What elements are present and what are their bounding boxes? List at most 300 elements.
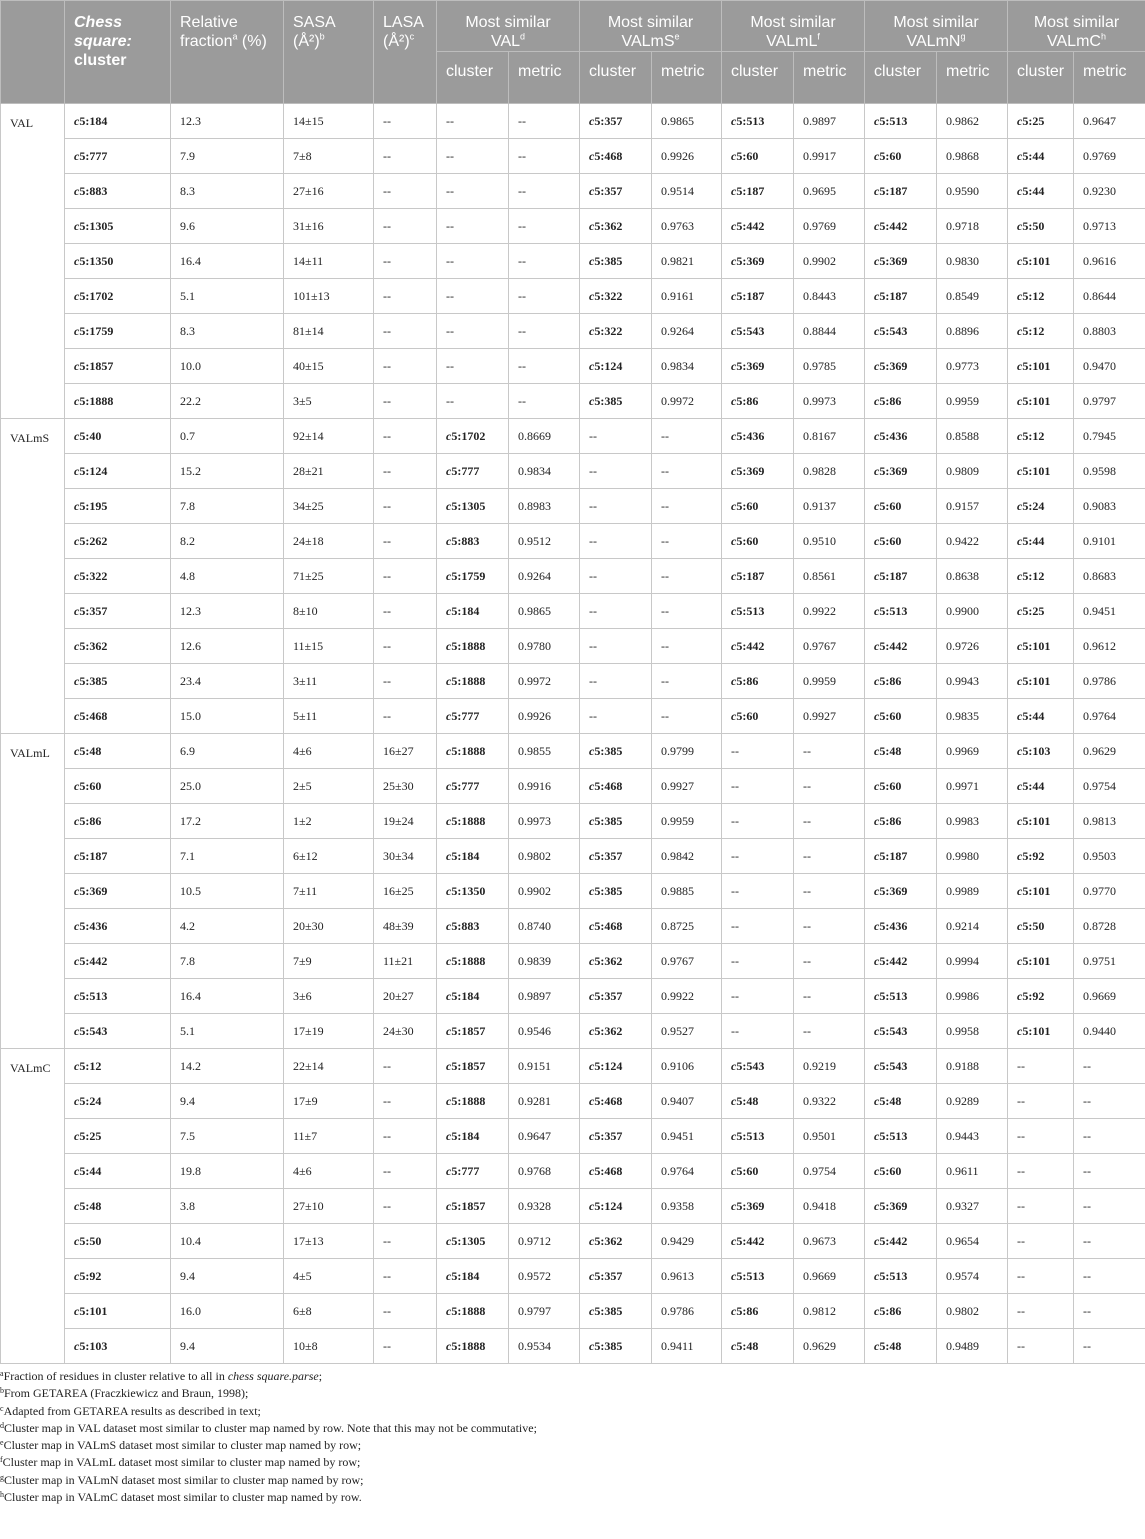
table-cell: 0.9927 bbox=[794, 699, 865, 734]
table-cell: c5:513 bbox=[865, 1119, 937, 1154]
table-cell: -- bbox=[1008, 1294, 1074, 1329]
table-cell: 0.9534 bbox=[509, 1329, 580, 1364]
row-cluster-cell: c5:442 bbox=[65, 944, 171, 979]
table-cell: 0.9812 bbox=[794, 1294, 865, 1329]
table-cell: -- bbox=[437, 349, 509, 384]
table-cell: 0.9786 bbox=[652, 1294, 722, 1329]
table-cell: 0.9865 bbox=[509, 594, 580, 629]
row-cluster-cell: c5:357 bbox=[65, 594, 171, 629]
table-cell: 0.9161 bbox=[652, 279, 722, 314]
table-cell: c5:86 bbox=[865, 384, 937, 419]
table-cell: -- bbox=[374, 489, 437, 524]
table-cell: 0.9358 bbox=[652, 1189, 722, 1224]
table-cell: c5:385 bbox=[580, 804, 652, 839]
table-cell: 0.9862 bbox=[937, 104, 1008, 139]
table-cell: 16±27 bbox=[374, 734, 437, 769]
table-cell: c5:1888 bbox=[437, 1084, 509, 1119]
table-cell: c5:187 bbox=[722, 174, 794, 209]
row-cluster-cell: c5:124 bbox=[65, 454, 171, 489]
table-cell: 16.0 bbox=[171, 1294, 284, 1329]
table-cell: 0.7945 bbox=[1074, 419, 1145, 454]
table-cell: c5:44 bbox=[1008, 769, 1074, 804]
table-row bbox=[1, 1329, 1145, 1364]
table-cell: 0.9764 bbox=[1074, 699, 1145, 734]
table-cell: c5:92 bbox=[1008, 979, 1074, 1014]
table-row bbox=[1, 104, 1145, 139]
table-cell: 9.6 bbox=[171, 209, 284, 244]
table-cell: c5:60 bbox=[865, 489, 937, 524]
table-cell: 20±27 bbox=[374, 979, 437, 1014]
table-cell: c5:369 bbox=[865, 244, 937, 279]
table-cell: 0.9512 bbox=[509, 524, 580, 559]
table-cell: 0.8728 bbox=[1074, 909, 1145, 944]
table-cell: 0.8549 bbox=[937, 279, 1008, 314]
table-cell: 0.8588 bbox=[937, 419, 1008, 454]
table-cell: -- bbox=[374, 139, 437, 174]
table-cell: 6±8 bbox=[284, 1294, 374, 1329]
table-cell: 0.9767 bbox=[652, 944, 722, 979]
table-cell: 11±21 bbox=[374, 944, 437, 979]
group-label: VALmC bbox=[1, 1049, 65, 1364]
table-cell: 0.9989 bbox=[937, 874, 1008, 909]
table-cell: 24±18 bbox=[284, 524, 374, 559]
table-cell: -- bbox=[722, 944, 794, 979]
table-row bbox=[1, 699, 1145, 734]
table-cell: c5:513 bbox=[722, 1119, 794, 1154]
table-cell: c5:1857 bbox=[437, 1014, 509, 1049]
table-cell: 25.0 bbox=[171, 769, 284, 804]
table-cell: 0.9842 bbox=[652, 839, 722, 874]
table-cell: 0.9470 bbox=[1074, 349, 1145, 384]
table-cell: 0.9411 bbox=[652, 1329, 722, 1364]
table-cell: c5:436 bbox=[865, 909, 937, 944]
table-cell: c5:436 bbox=[722, 419, 794, 454]
table-cell: c5:883 bbox=[437, 524, 509, 559]
table-cell: -- bbox=[794, 769, 865, 804]
table-cell: 1±2 bbox=[284, 804, 374, 839]
table-cell: 20±30 bbox=[284, 909, 374, 944]
table-cell: 0.8803 bbox=[1074, 314, 1145, 349]
table-cell: 11±7 bbox=[284, 1119, 374, 1154]
table-cell: c5:436 bbox=[865, 419, 937, 454]
table-cell: c5:357 bbox=[580, 1259, 652, 1294]
relative-fraction-header: Relative fraction$^a$ (%) bbox=[171, 1, 284, 104]
table-cell: 0.9451 bbox=[652, 1119, 722, 1154]
table-cell: 7.9 bbox=[171, 139, 284, 174]
table-cell: 14±15 bbox=[284, 104, 374, 139]
table-cell: 12.3 bbox=[171, 104, 284, 139]
table-cell: 17.2 bbox=[171, 804, 284, 839]
table-row bbox=[1, 839, 1145, 874]
header-row-1 bbox=[1, 1, 1145, 52]
table-cell: -- bbox=[509, 139, 580, 174]
table-cell: -- bbox=[652, 559, 722, 594]
table-cell: c5:468 bbox=[580, 1084, 652, 1119]
row-cluster-cell: c5:777 bbox=[65, 139, 171, 174]
table-cell: -- bbox=[722, 839, 794, 874]
table-cell: 0.9669 bbox=[1074, 979, 1145, 1014]
table-cell: 0.9830 bbox=[937, 244, 1008, 279]
table-cell: c5:86 bbox=[865, 804, 937, 839]
table-cell: c5:184 bbox=[437, 594, 509, 629]
table-cell: c5:187 bbox=[722, 559, 794, 594]
row-cluster-cell: c5:543 bbox=[65, 1014, 171, 1049]
table-cell: 0.9927 bbox=[652, 769, 722, 804]
table-cell: c5:322 bbox=[580, 314, 652, 349]
table-cell: 0.8167 bbox=[794, 419, 865, 454]
table-cell: -- bbox=[374, 1119, 437, 1154]
table-cell: c5:442 bbox=[722, 629, 794, 664]
footnote: $^e$Cluster map in VALmS dataset most similar to cluster map named by row; bbox=[0, 1438, 362, 1453]
table-cell: 0.9855 bbox=[509, 734, 580, 769]
table-cell: 0.9959 bbox=[652, 804, 722, 839]
subheader-metric: metric bbox=[794, 52, 865, 104]
table-cell: 0.9616 bbox=[1074, 244, 1145, 279]
table-cell: 0.9451 bbox=[1074, 594, 1145, 629]
table-cell: c5:442 bbox=[865, 209, 937, 244]
table-cell: -- bbox=[1008, 1329, 1074, 1364]
table-cell: c5:385 bbox=[580, 244, 652, 279]
table-cell: 4.8 bbox=[171, 559, 284, 594]
table-row bbox=[1, 244, 1145, 279]
table-cell: 71±25 bbox=[284, 559, 374, 594]
table-cell: c5:442 bbox=[865, 629, 937, 664]
table-cell: -- bbox=[722, 1014, 794, 1049]
table-cell: c5:369 bbox=[722, 244, 794, 279]
table-cell: 17±19 bbox=[284, 1014, 374, 1049]
table-cell: 16.4 bbox=[171, 244, 284, 279]
table-cell: c5:442 bbox=[722, 209, 794, 244]
table-cell: -- bbox=[374, 1294, 437, 1329]
table-cell: 0.9763 bbox=[652, 209, 722, 244]
table-cell: 0.9797 bbox=[1074, 384, 1145, 419]
table-cell: 0.9713 bbox=[1074, 209, 1145, 244]
table-cell: 10.5 bbox=[171, 874, 284, 909]
table-cell: 8.3 bbox=[171, 174, 284, 209]
table-cell: 0.9629 bbox=[1074, 734, 1145, 769]
table-cell: c5:101 bbox=[1008, 874, 1074, 909]
table-cell: -- bbox=[374, 1154, 437, 1189]
table-row bbox=[1, 874, 1145, 909]
table-cell: 0.9773 bbox=[937, 349, 1008, 384]
table-row bbox=[1, 979, 1145, 1014]
table-cell: 0.9429 bbox=[652, 1224, 722, 1259]
table-cell: -- bbox=[794, 979, 865, 1014]
table-cell: c5:369 bbox=[865, 1189, 937, 1224]
table-cell: 0.9780 bbox=[509, 629, 580, 664]
table-cell: c5:12 bbox=[1008, 314, 1074, 349]
table-cell: -- bbox=[722, 769, 794, 804]
table-cell: -- bbox=[509, 104, 580, 139]
row-cluster-cell: c5:322 bbox=[65, 559, 171, 594]
table-cell: c5:12 bbox=[1008, 279, 1074, 314]
table-cell: 40±15 bbox=[284, 349, 374, 384]
table-cell: c5:48 bbox=[722, 1084, 794, 1119]
table-cell: -- bbox=[580, 594, 652, 629]
table-cell: c5:60 bbox=[865, 769, 937, 804]
table-cell: c5:385 bbox=[580, 384, 652, 419]
table-cell: c5:513 bbox=[722, 594, 794, 629]
table-cell: -- bbox=[509, 279, 580, 314]
row-cluster-cell: c5:1759 bbox=[65, 314, 171, 349]
table-cell: -- bbox=[1074, 1329, 1145, 1364]
table-cell: c5:385 bbox=[580, 874, 652, 909]
table-cell: 22±14 bbox=[284, 1049, 374, 1084]
table-cell: c5:60 bbox=[722, 489, 794, 524]
table-cell: 0.9501 bbox=[794, 1119, 865, 1154]
table-cell: 0.9647 bbox=[1074, 104, 1145, 139]
table-cell: -- bbox=[652, 594, 722, 629]
row-cluster-cell: c5:86 bbox=[65, 804, 171, 839]
table-cell: 0.9959 bbox=[937, 384, 1008, 419]
table-cell: -- bbox=[1074, 1294, 1145, 1329]
table-cell: -- bbox=[580, 454, 652, 489]
table-cell: -- bbox=[374, 664, 437, 699]
table-cell: -- bbox=[580, 524, 652, 559]
table-cell: -- bbox=[437, 384, 509, 419]
table-cell: -- bbox=[374, 174, 437, 209]
row-cluster-cell: c5:436 bbox=[65, 909, 171, 944]
table-cell: 0.9922 bbox=[652, 979, 722, 1014]
table-cell: 0.9900 bbox=[937, 594, 1008, 629]
table-cell: c5:101 bbox=[1008, 944, 1074, 979]
subheader-metric: metric bbox=[652, 52, 722, 104]
table-cell: 15.2 bbox=[171, 454, 284, 489]
table-cell: 34±25 bbox=[284, 489, 374, 524]
table-cell: 0.8443 bbox=[794, 279, 865, 314]
row-cluster-cell: c5:883 bbox=[65, 174, 171, 209]
table-cell: 5.1 bbox=[171, 279, 284, 314]
table-cell: 8.3 bbox=[171, 314, 284, 349]
table-cell: 0.9943 bbox=[937, 664, 1008, 699]
group-header-val: Most similar VAL$^d$ bbox=[437, 1, 580, 52]
table-cell: c5:357 bbox=[580, 174, 652, 209]
table-cell: c5:1888 bbox=[437, 1329, 509, 1364]
table-cell: c5:44 bbox=[1008, 699, 1074, 734]
table-cell: -- bbox=[580, 629, 652, 664]
table-cell: c5:1305 bbox=[437, 489, 509, 524]
footnote: $^d$Cluster map in VAL dataset most similar to cluster map named by row. Note that this may not be commutative; bbox=[0, 1420, 537, 1435]
table-cell: c5:12 bbox=[1008, 559, 1074, 594]
table-cell: -- bbox=[374, 524, 437, 559]
table-cell: 0.8983 bbox=[509, 489, 580, 524]
table-cell: 0.9598 bbox=[1074, 454, 1145, 489]
table-cell: c5:442 bbox=[865, 1224, 937, 1259]
table-cell: 0.8638 bbox=[937, 559, 1008, 594]
table-cell: 0.9926 bbox=[509, 699, 580, 734]
table-cell: 0.9754 bbox=[794, 1154, 865, 1189]
table-cell: c5:86 bbox=[865, 664, 937, 699]
group-header-valmc: Most similar VALmC$^h$ bbox=[1008, 1, 1145, 52]
table-cell: -- bbox=[722, 804, 794, 839]
table-cell: 14±11 bbox=[284, 244, 374, 279]
table-cell: c5:184 bbox=[437, 979, 509, 1014]
table-cell: 4±6 bbox=[284, 734, 374, 769]
table-cell: 0.9751 bbox=[1074, 944, 1145, 979]
table-cell: c5:101 bbox=[1008, 454, 1074, 489]
table-cell: -- bbox=[374, 454, 437, 489]
table-cell: c5:184 bbox=[437, 839, 509, 874]
table-cell: -- bbox=[1074, 1119, 1145, 1154]
table-cell: 3±11 bbox=[284, 664, 374, 699]
table-cell: 0.9083 bbox=[1074, 489, 1145, 524]
table-cell: c5:86 bbox=[722, 384, 794, 419]
row-cluster-cell: c5:40 bbox=[65, 419, 171, 454]
table-row bbox=[1, 1154, 1145, 1189]
table-cell: 0.9994 bbox=[937, 944, 1008, 979]
table-cell: c5:44 bbox=[1008, 139, 1074, 174]
table-row bbox=[1, 1119, 1145, 1154]
table-cell: -- bbox=[437, 209, 509, 244]
table-cell: c5:1759 bbox=[437, 559, 509, 594]
table-cell: 0.8896 bbox=[937, 314, 1008, 349]
group-label: VAL bbox=[1, 104, 65, 419]
table-cell: 7.8 bbox=[171, 489, 284, 524]
table-cell: c5:60 bbox=[865, 699, 937, 734]
group-header-valmn: Most similar VALmN$^g$ bbox=[865, 1, 1008, 52]
row-cluster-cell: c5:362 bbox=[65, 629, 171, 664]
table-cell: c5:357 bbox=[580, 979, 652, 1014]
table-cell: -- bbox=[374, 104, 437, 139]
table-cell: 7.5 bbox=[171, 1119, 284, 1154]
table-cell: c5:101 bbox=[1008, 349, 1074, 384]
table-row bbox=[1, 909, 1145, 944]
table-row bbox=[1, 314, 1145, 349]
table-cell: -- bbox=[722, 874, 794, 909]
table-cell: -- bbox=[580, 664, 652, 699]
table-cell: 0.9902 bbox=[794, 244, 865, 279]
table-cell: 0.9986 bbox=[937, 979, 1008, 1014]
table-cell: 0.9418 bbox=[794, 1189, 865, 1224]
table-cell: c5:468 bbox=[580, 139, 652, 174]
table-cell: 0.9767 bbox=[794, 629, 865, 664]
table-cell: c5:60 bbox=[722, 139, 794, 174]
footnote: $^h$Cluster map in VALmC dataset most similar to cluster map named by row. bbox=[0, 1490, 362, 1505]
table-cell: 0.9973 bbox=[509, 804, 580, 839]
row-cluster-cell: c5:60 bbox=[65, 769, 171, 804]
table-cell: c5:513 bbox=[865, 594, 937, 629]
table-cell: 0.9916 bbox=[509, 769, 580, 804]
table-cell: c5:468 bbox=[580, 769, 652, 804]
table-cell: 10.0 bbox=[171, 349, 284, 384]
table-cell: 0.9328 bbox=[509, 1189, 580, 1224]
row-cluster-cell: c5:101 bbox=[65, 1294, 171, 1329]
table-cell: 0.9865 bbox=[652, 104, 722, 139]
table-cell: c5:60 bbox=[865, 524, 937, 559]
table-cell: -- bbox=[652, 454, 722, 489]
table-cell: c5:101 bbox=[1008, 629, 1074, 664]
table-row bbox=[1, 1014, 1145, 1049]
table-cell: 0.9802 bbox=[937, 1294, 1008, 1329]
table-cell: 0.8740 bbox=[509, 909, 580, 944]
table-cell: c5:124 bbox=[580, 1189, 652, 1224]
table-cell: c5:101 bbox=[1008, 804, 1074, 839]
row-cluster-cell: c5:184 bbox=[65, 104, 171, 139]
table-cell: c5:357 bbox=[580, 839, 652, 874]
table-cell: 0.9264 bbox=[652, 314, 722, 349]
table-cell: 17±13 bbox=[284, 1224, 374, 1259]
table-cell: c5:103 bbox=[1008, 734, 1074, 769]
table-cell: 0.9983 bbox=[937, 804, 1008, 839]
table-cell: 0.9422 bbox=[937, 524, 1008, 559]
table-cell: 0.9654 bbox=[937, 1224, 1008, 1259]
table-cell: -- bbox=[722, 909, 794, 944]
table-cell: c5:187 bbox=[865, 839, 937, 874]
table-cell: -- bbox=[1008, 1189, 1074, 1224]
row-cluster-cell: c5:44 bbox=[65, 1154, 171, 1189]
table-cell: c5:60 bbox=[865, 1154, 937, 1189]
table-cell: c5:1888 bbox=[437, 944, 509, 979]
table-cell: 0.9726 bbox=[937, 629, 1008, 664]
group-label: VALmS bbox=[1, 419, 65, 734]
subheader-cluster: cluster bbox=[580, 52, 652, 104]
row-cluster-cell: c5:1350 bbox=[65, 244, 171, 279]
table-cell: 81±14 bbox=[284, 314, 374, 349]
table-cell: 92±14 bbox=[284, 419, 374, 454]
group-header-valms: Most similar VALmS$^e$ bbox=[580, 1, 722, 52]
table-row bbox=[1, 419, 1145, 454]
table-row bbox=[1, 454, 1145, 489]
table-cell: c5:543 bbox=[865, 1014, 937, 1049]
table-cell: c5:369 bbox=[865, 349, 937, 384]
table-cell: c5:777 bbox=[437, 769, 509, 804]
table-cell: c5:385 bbox=[580, 1329, 652, 1364]
table-cell: c5:124 bbox=[580, 1049, 652, 1084]
table-cell: c5:442 bbox=[722, 1224, 794, 1259]
table-cell: 0.9868 bbox=[937, 139, 1008, 174]
table-cell: c5:60 bbox=[865, 139, 937, 174]
table-cell: 0.9101 bbox=[1074, 524, 1145, 559]
table-cell: c5:92 bbox=[1008, 839, 1074, 874]
table-row bbox=[1, 804, 1145, 839]
table-cell: 27±16 bbox=[284, 174, 374, 209]
table-cell: c5:369 bbox=[865, 874, 937, 909]
table-cell: 0.9157 bbox=[937, 489, 1008, 524]
table-cell: -- bbox=[509, 174, 580, 209]
table-cell: 28±21 bbox=[284, 454, 374, 489]
table-cell: -- bbox=[1008, 1224, 1074, 1259]
table-cell: -- bbox=[509, 384, 580, 419]
table-cell: c5:362 bbox=[580, 1014, 652, 1049]
table-cell: c5:777 bbox=[437, 454, 509, 489]
table-cell: c5:1702 bbox=[437, 419, 509, 454]
table-cell: 7±8 bbox=[284, 139, 374, 174]
table-cell: 9.4 bbox=[171, 1084, 284, 1119]
table-cell: 0.8725 bbox=[652, 909, 722, 944]
table-cell: -- bbox=[652, 524, 722, 559]
table-row bbox=[1, 1189, 1145, 1224]
table-cell: c5:385 bbox=[580, 1294, 652, 1329]
table-body bbox=[1, 104, 1145, 1364]
table-cell: -- bbox=[652, 489, 722, 524]
table-cell: c5:184 bbox=[437, 1119, 509, 1154]
table-cell: 0.9969 bbox=[937, 734, 1008, 769]
table-cell: 9.4 bbox=[171, 1329, 284, 1364]
table-cell: 0.9572 bbox=[509, 1259, 580, 1294]
table-cell: -- bbox=[1074, 1084, 1145, 1119]
table-cell: c5:513 bbox=[865, 979, 937, 1014]
table-cell: c5:1888 bbox=[437, 1294, 509, 1329]
table-cell: c5:86 bbox=[722, 1294, 794, 1329]
table-cell: 0.9230 bbox=[1074, 174, 1145, 209]
table-cell: 0.9611 bbox=[937, 1154, 1008, 1189]
table-cell: c5:12 bbox=[1008, 419, 1074, 454]
table-cell: 16±25 bbox=[374, 874, 437, 909]
table-row bbox=[1, 384, 1145, 419]
table-cell: -- bbox=[374, 1329, 437, 1364]
table-cell: c5:468 bbox=[580, 909, 652, 944]
row-cluster-cell: c5:48 bbox=[65, 1189, 171, 1224]
